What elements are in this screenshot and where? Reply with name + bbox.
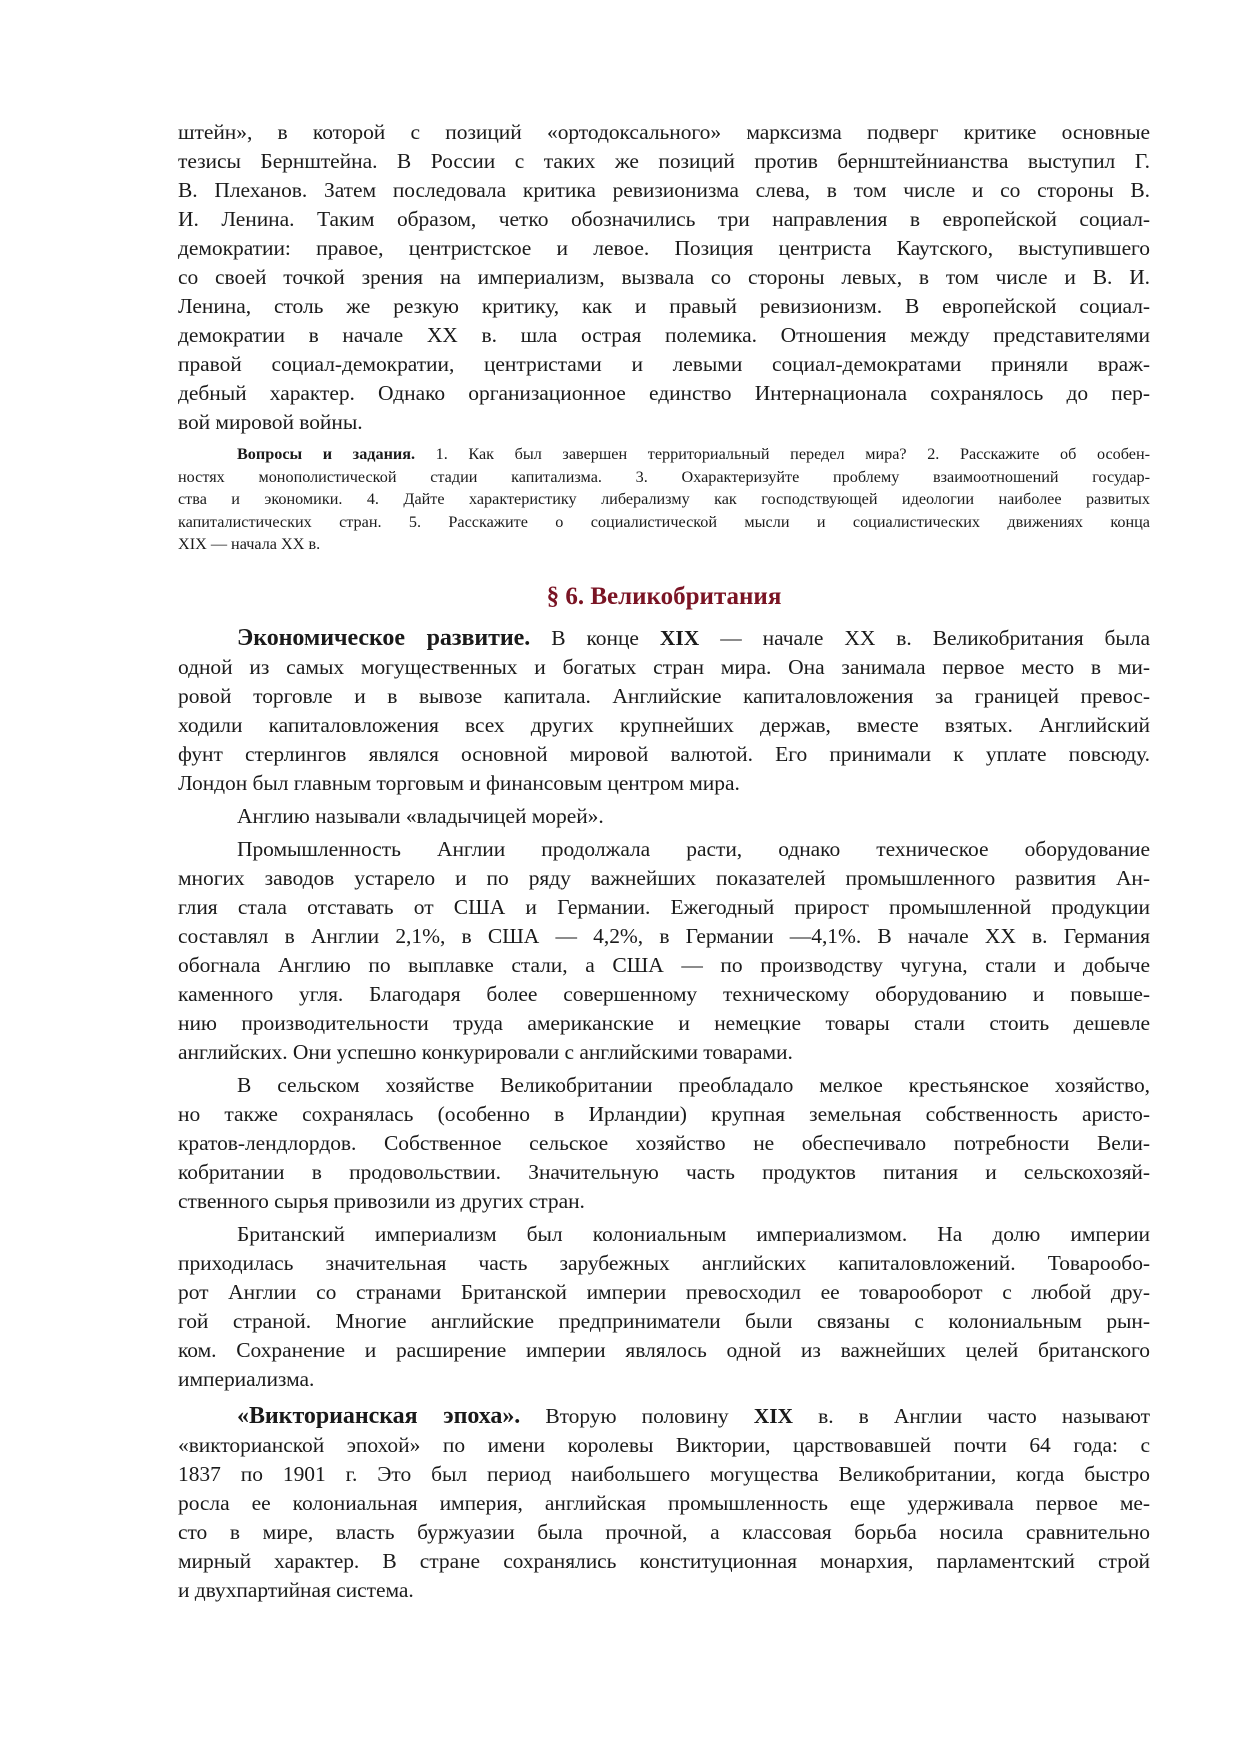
text-run-bold: XIX <box>659 625 700 650</box>
text-line: фунт стерлингов являлся основной мировой валютой. Его принимали к уплате повсюду. <box>178 741 1150 766</box>
text-line: правой социал-демократии, центристами и левыми социал-демократами приняли враж- <box>178 352 1150 376</box>
text-line: тезисы Бернштейна. В России с таких же позиций против бернштейнианства выступил Г. <box>178 149 1150 173</box>
paragraph-industry <box>178 835 1150 1067</box>
text-line: но также сохранялась (особенно в Ирландии) крупная земельная собственность аристо- <box>178 1101 1150 1126</box>
paragraph-first-line: Британский империализм был колониальным империализмом. На долю империи <box>237 1221 1150 1246</box>
paragraph-first-line: В сельском хозяйстве Великобритании преобладало мелкое крестьянское хозяйство, <box>237 1072 1150 1097</box>
text-line: И. Ленина. Таким образом, четко обозначились три направления в европейской социал- <box>178 207 1150 231</box>
questions-line: ностях монополистической стадии капитализма. 3. Охарактеризуйте проблему взаимоотношений государ- <box>178 467 1150 486</box>
text-run: В конце <box>530 625 660 650</box>
text-line: демократии: правое, центристское и левое. Позиция центриста Каутского, выступившего <box>178 236 1150 260</box>
text-line: глия стала отставать от США и Германии. Ежегодный прирост промышленной продукции <box>178 894 1150 919</box>
text-line: сто в мире, власть буржуазии была прочной, а классовая борьба носила сравнительно <box>178 1519 1150 1544</box>
paragraph-economic <box>178 624 1150 798</box>
text-line: гой страной. Многие английские предприниматели были связаны с колониальным рын- <box>178 1308 1150 1333</box>
paragraph-imperialism <box>178 1220 1150 1394</box>
questions-block <box>178 443 1150 556</box>
text-line: «викторианской эпохой» по имени королевы Виктории, царствовавшей почти 64 года: с <box>178 1432 1150 1457</box>
subheading-economic: Экономическое развитие. <box>237 624 531 651</box>
text-line: ровой торговле и в вывозе капитала. Английские капиталовложения за границей превос- <box>178 683 1150 708</box>
questions-line: капиталистических стран. 5. Расскажите о социалистической мысли и социалистических движениях конца <box>178 512 1150 531</box>
text-line: английских. Они успешно конкурировали с английскими товарами. <box>178 1039 793 1064</box>
text-line: росла ее колониальная империя, английская промышленность еще удерживала первое ме- <box>178 1490 1150 1515</box>
text-line: мирный характер. В стране сохранялись конституционная монархия, парламентский строй <box>178 1548 1150 1573</box>
text-line: империализма. <box>178 1366 315 1391</box>
paragraph-first-line <box>178 1402 1150 1431</box>
text-run: Вторую половину <box>520 1403 754 1428</box>
text-line: многих заводов устарело и по ряду важнейших показателей промышленного развития Ан- <box>178 865 1150 890</box>
text-line: Лондон был главным торговым и финансовым центром мира. <box>178 770 740 795</box>
text-run: — начале XX в. Великобритания была <box>699 625 1150 650</box>
text-line: нию производительности труда американские и немецкие товары стали стоить дешевле <box>178 1010 1150 1035</box>
text-line: одной из самых могущественных и богатых стран мира. Она занимала первое место в ми- <box>178 654 1150 679</box>
text-line: демократии в начале XX в. шла острая полемика. Отношения между представителями <box>178 323 1150 347</box>
text-line: вой мировой войны. <box>178 410 363 434</box>
section-title: § 6. Великобритания <box>546 582 782 610</box>
paragraph-first-line <box>178 624 1150 653</box>
text-line: каменного угля. Благодаря более совершенному техническому оборудованию и повыше- <box>178 981 1150 1006</box>
text-line: В. Плеханов. Затем последовала критика ревизионизма слева, в том числе и со стороны В. <box>178 178 1150 202</box>
text-line: ственного сырья привозили из других стран. <box>178 1188 585 1213</box>
text-line: рот Англии со странами Британской империи превосходил ее товарооборот с любой дру- <box>178 1279 1150 1304</box>
subheading-victorian: «Викторианская эпоха». <box>237 1402 521 1429</box>
text-line: и двухпартийная система. <box>178 1577 414 1602</box>
paragraph-sea: Англию называли «владычицей морей». <box>237 803 604 828</box>
text-line: кобритании в продовольствии. Значительную часть продуктов питания и сельскохозяй- <box>178 1159 1150 1184</box>
text-line: приходилась значительная часть зарубежных английских капиталовложений. Товарообо- <box>178 1250 1150 1275</box>
paragraph-agriculture <box>178 1071 1150 1216</box>
questions-first-line <box>178 443 1150 466</box>
document-page <box>178 118 1150 1605</box>
text-line: штейн», в которой с позиций «ортодоксального» марксизма подверг критике основные <box>178 120 1150 144</box>
questions-line: XIX — начала XX в. <box>178 535 321 554</box>
questions-text: 1. Как был завершен территориальный передел мира? 2. Расскажите об особен- <box>415 445 1150 463</box>
paragraph-first-line: Промышленность Англии продолжала расти, однако техническое оборудование <box>237 836 1150 861</box>
continued-paragraph <box>178 118 1150 437</box>
text-line: Ленина, столь же резкую критику, как и правый ревизионизм. В европейской социал- <box>178 294 1150 318</box>
paragraph-victorian <box>178 1402 1150 1605</box>
questions-line: ства и экономики. 4. Дайте характеристику либерализму как господствующей идеологии наиболее развитых <box>178 490 1150 509</box>
text-line: ком. Сохранение и расширение империи являлось одной из важнейших целей британского <box>178 1337 1150 1362</box>
text-line: обогнала Англию по выплавке стали, а США — по производству чугуна, стали и добыче <box>178 952 1150 977</box>
questions-label: Вопросы и задания. <box>237 445 416 463</box>
text-line: со своей точкой зрения на империализм, вызвала со стороны левых, в том числе и В. И. <box>178 265 1150 289</box>
text-line: составлял в Англии 2,1%, в США — 4,2%, в Германии —4,1%. В начале XX в. Германия <box>178 923 1150 948</box>
text-run: в. в Англии часто называют <box>793 1403 1150 1428</box>
text-line: ходили капиталовложения всех других крупнейших держав, вместе взятых. Английский <box>178 712 1150 737</box>
text-line: кратов-лендлордов. Собственное сельское хозяйство не обеспечивало потребности Вели- <box>178 1130 1150 1155</box>
text-line: 1837 по 1901 г. Это был период наибольшего могущества Великобритании, когда быстро <box>178 1461 1150 1486</box>
text-line: дебный характер. Однако организационное единство Интернационала сохранялось до пер- <box>178 381 1150 405</box>
text-run-bold: XIX <box>753 1403 793 1428</box>
